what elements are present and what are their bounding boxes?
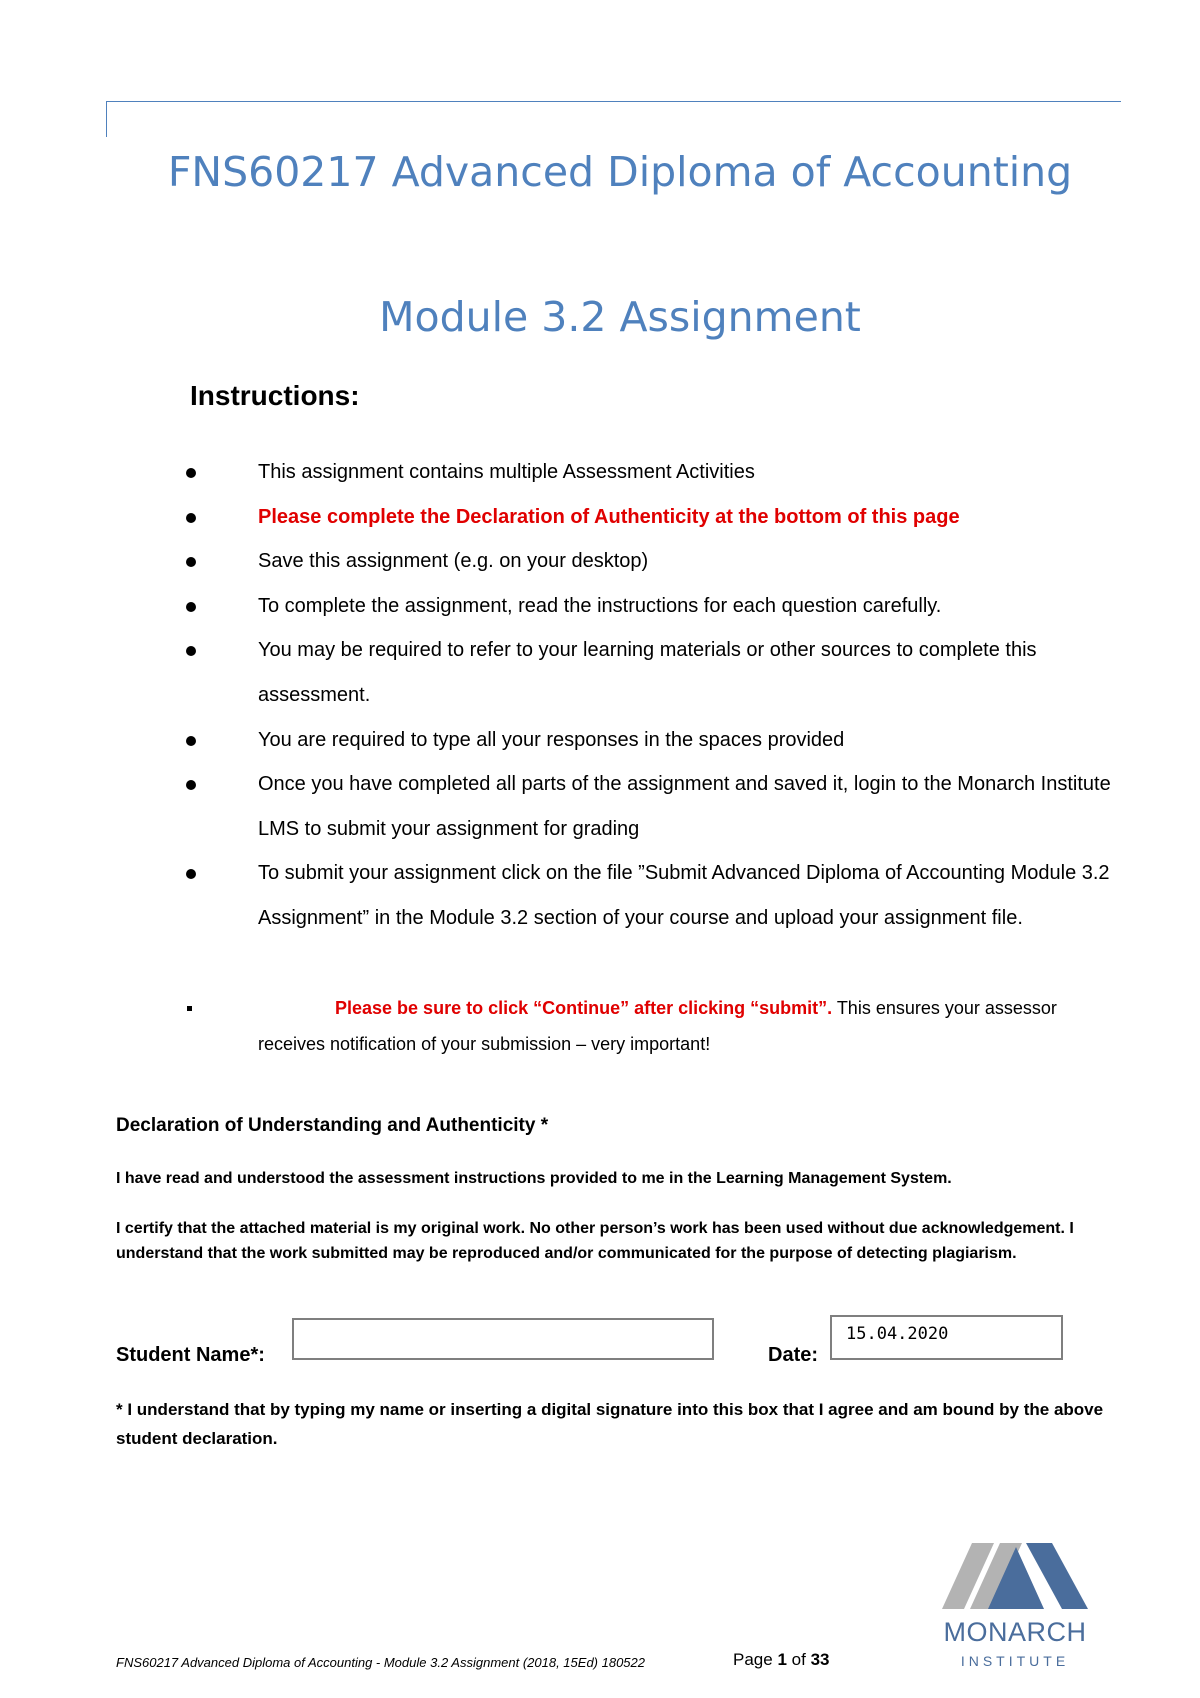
logo-name: MONARCH — [943, 1617, 1087, 1647]
document-subtitle: Module 3.2 Assignment — [379, 293, 861, 341]
square-bullet-icon — [187, 1006, 192, 1011]
logo-subtitle: INSTITUTE — [960, 1653, 1070, 1669]
instruction-item — [180, 628, 1120, 717]
instruction-item — [180, 762, 1120, 851]
header-rule — [106, 101, 1121, 102]
document-title: FNS60217 Advanced Diploma of Accounting — [167, 148, 1073, 196]
submit-note-line1 — [180, 990, 1120, 1026]
page-current: 1 — [777, 1650, 787, 1669]
declaration-heading: Declaration of Understanding and Authenticity * — [116, 1115, 549, 1136]
declaration-footnote: * I understand that by typing my name or inserting a digital signature into this box that I agree and am bound by the above student declaration. — [116, 1400, 1104, 1448]
submit-note-line2: receives notification of your submission – very important! — [258, 1034, 711, 1054]
instruction-list — [180, 450, 1120, 941]
date-label: Date: — [768, 1344, 819, 1366]
bullet-icon — [186, 513, 196, 523]
submit-note-warning: Please be sure to click “Continue” after clicking “submit”. — [335, 998, 833, 1018]
instruction-text: This assignment contains multiple Assessment Activities — [258, 461, 755, 483]
bullet-icon — [186, 869, 196, 879]
instruction-item — [180, 718, 1120, 763]
student-name-input[interactable] — [292, 1318, 714, 1360]
footer-document-reference: FNS60217 Advanced Diploma of Accounting - Module 3.2 Assignment (2018, 15Ed) 180522 — [116, 1655, 645, 1670]
declaration-paragraph: I have read and understood the assessment instructions provided to me in the Learning Management System. — [116, 1170, 952, 1187]
instruction-item — [180, 539, 1120, 584]
bullet-icon — [186, 557, 196, 567]
declaration-paragraph: I certify that the attached material is my original work. No other person’s work has been used without due acknowledgement. I understand that the work submitted may be reproduced and/or communicated for the purpose of detecting plagiarism. — [116, 1220, 1074, 1262]
monarch-mark-icon — [942, 1543, 1088, 1609]
instruction-item — [180, 851, 1120, 940]
bullet-icon — [186, 468, 196, 478]
of-word: of — [791, 1650, 806, 1669]
instruction-text: To submit your assignment click on the file ”Submit Advanced Diploma of Accounting Module 3.2 Assignment” in the Module 3.2 section of your course and upload your assignment file. — [258, 862, 1110, 929]
instructions-heading: Instructions: — [190, 380, 360, 411]
student-name-label: Student Name*: — [116, 1344, 265, 1366]
instruction-text: Please complete the Declaration of Authenticity at the bottom of this page — [258, 505, 960, 528]
monarch-logo — [930, 1543, 1100, 1683]
instruction-item — [180, 450, 1120, 495]
instruction-text: Once you have completed all parts of the assignment and saved it, login to the Monarch Institute LMS to submit your assignment for grading — [258, 773, 1111, 840]
instruction-item — [180, 584, 1120, 629]
instruction-text: You are required to type all your responses in the spaces provided — [258, 728, 845, 751]
instruction-text: You may be required to refer to your learning materials or other sources to complete this assessment. — [258, 639, 1037, 706]
page-word: Page — [733, 1650, 773, 1669]
date-input[interactable] — [830, 1315, 1063, 1360]
bullet-icon — [186, 736, 196, 746]
footer-page-number — [733, 1650, 829, 1670]
instruction-text: To complete the assignment, read the instructions for each question carefully. — [258, 594, 942, 617]
bullet-icon — [186, 602, 196, 612]
submit-note-text: This ensures your assessor — [832, 998, 1057, 1018]
bullet-icon — [186, 780, 196, 790]
instruction-text: Save this assignment (e.g. on your desktop) — [258, 550, 649, 573]
submit-note — [180, 990, 1120, 1062]
bullet-icon — [186, 646, 196, 656]
instruction-item-warning — [180, 495, 1120, 540]
page-total: 33 — [810, 1650, 830, 1669]
header-rule-tick — [106, 101, 107, 137]
